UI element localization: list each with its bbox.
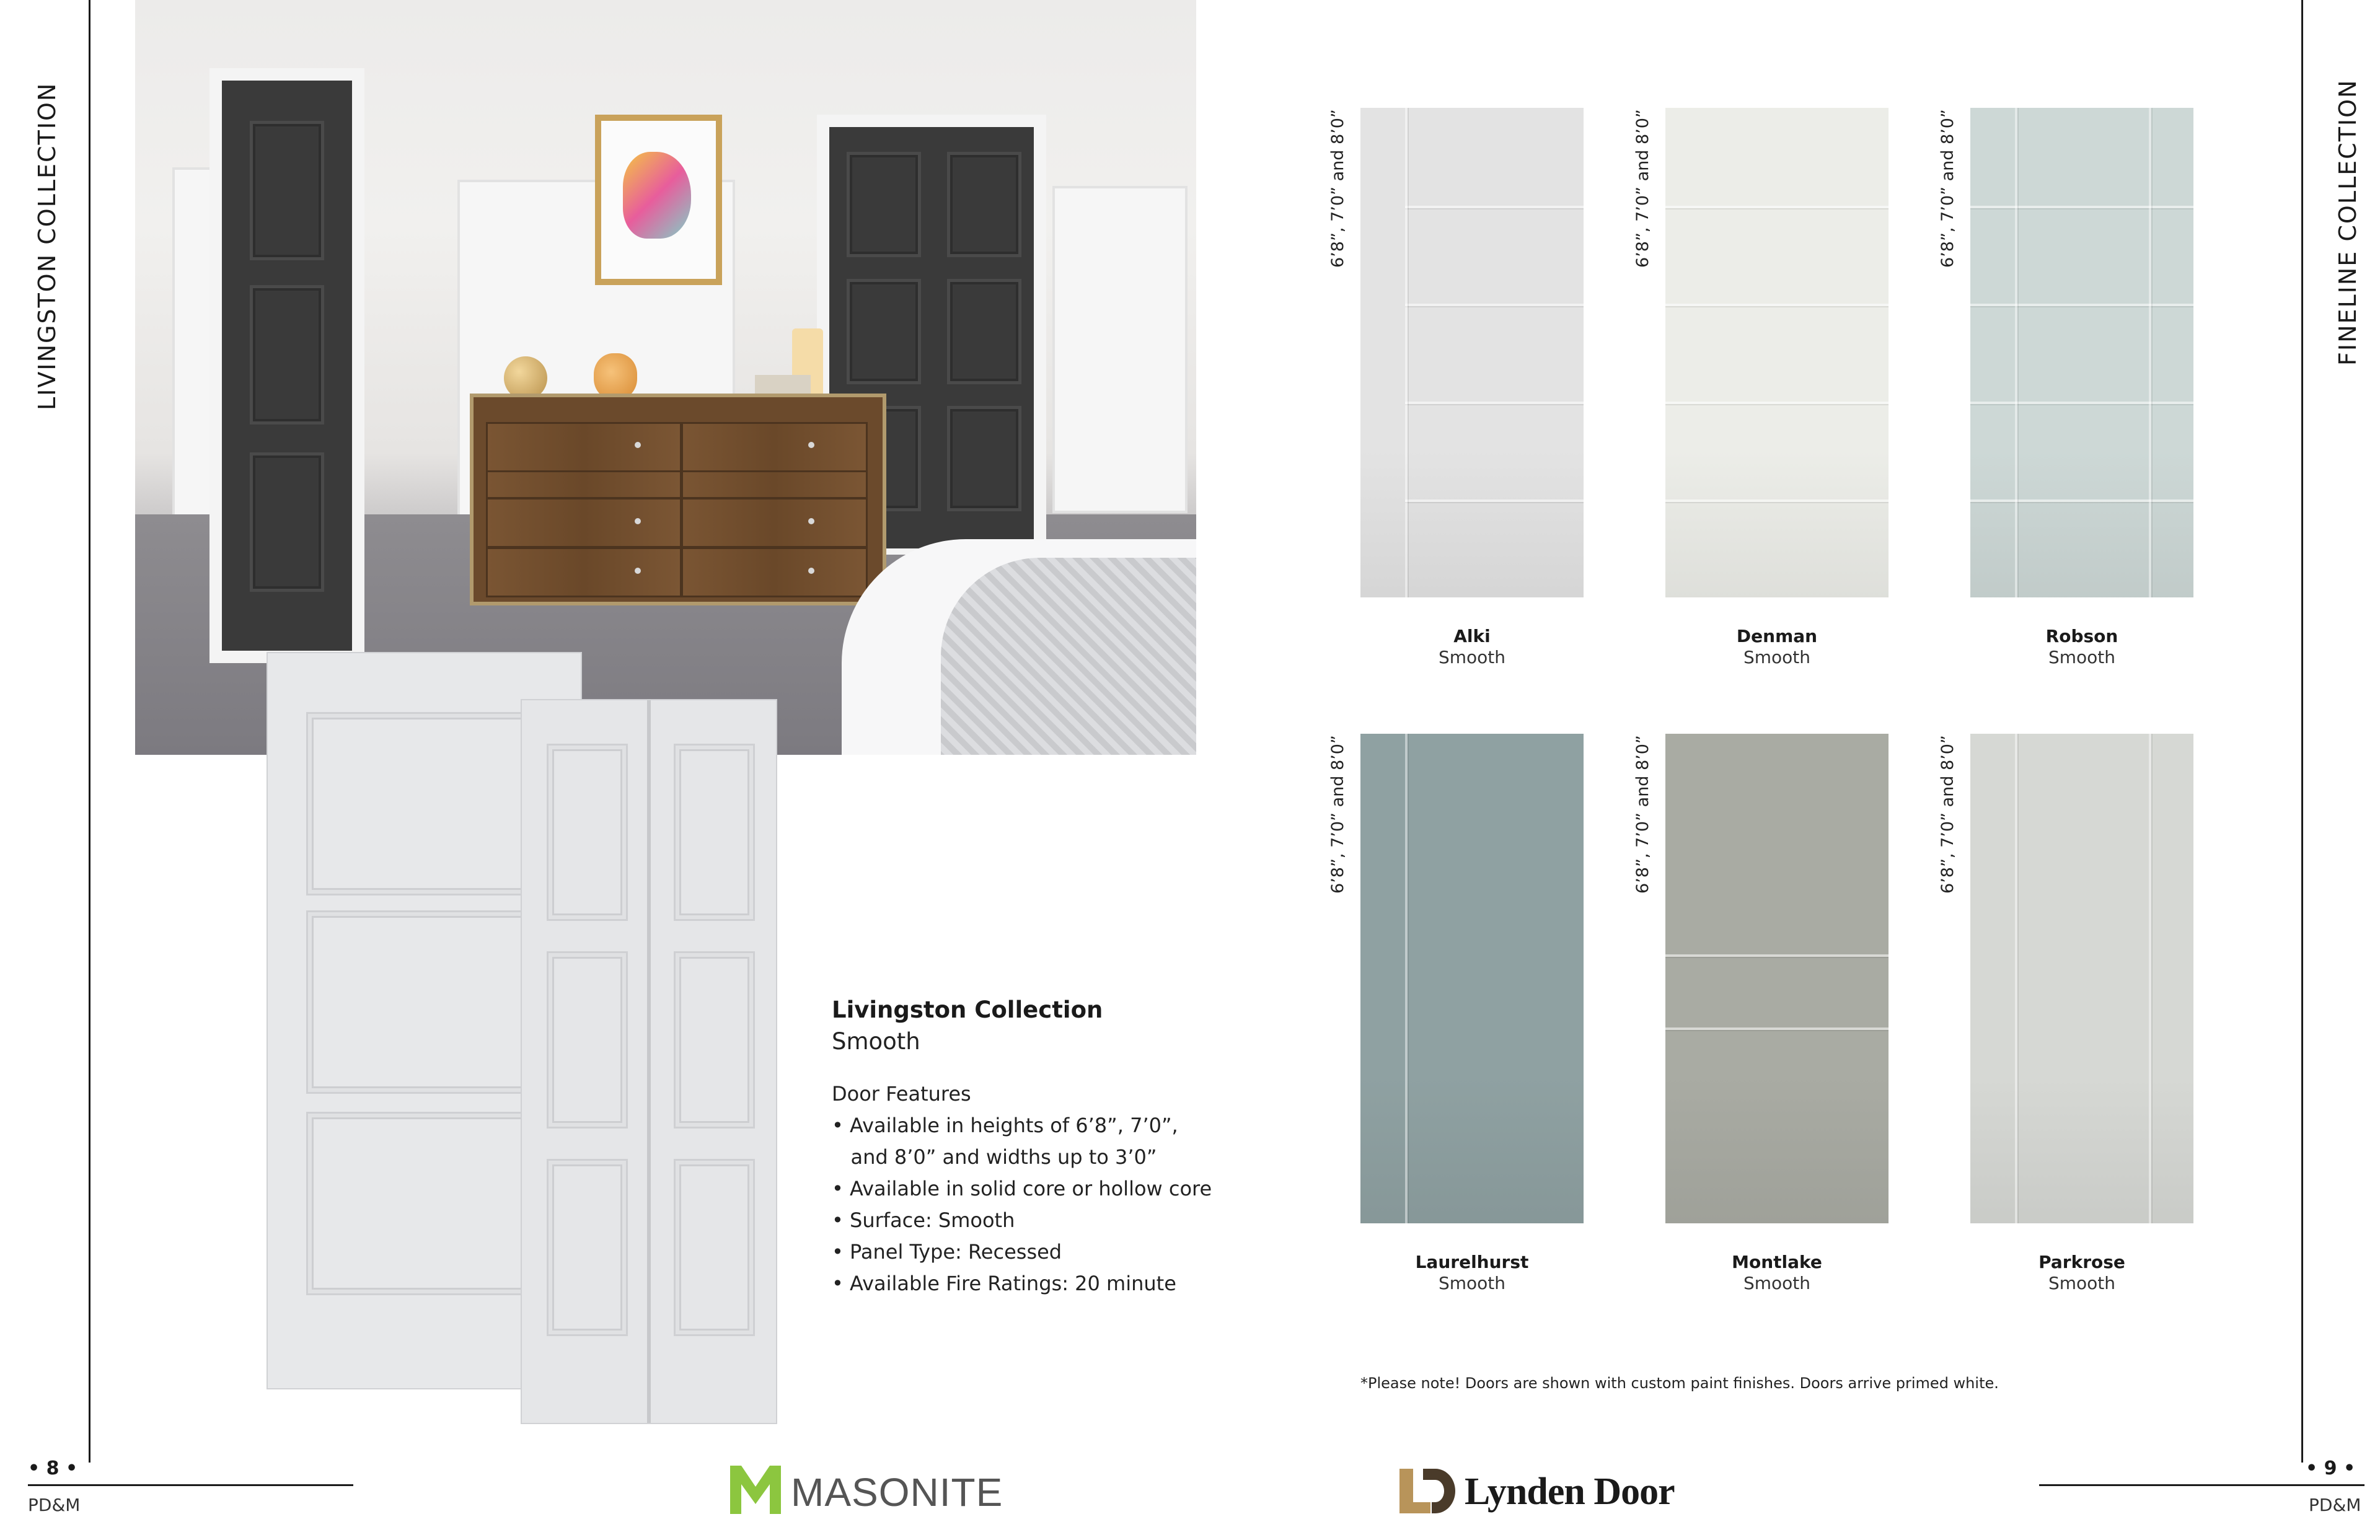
- door-swatch-montlake: [1665, 734, 1889, 1223]
- dark-single-door: [222, 81, 352, 651]
- drawer-knob: [635, 518, 641, 524]
- door-panel: [306, 712, 545, 895]
- feature-item: • Available in solid core or hollow core: [832, 1177, 1212, 1200]
- door-swatch-parkrose: [1970, 734, 2193, 1223]
- framed-artwork: [595, 115, 722, 285]
- door-panel: [847, 152, 921, 257]
- horizontal-groove: [1405, 206, 1584, 208]
- feature-item: • Available in heights of 6’8”, 7’0”,: [832, 1114, 1178, 1137]
- door-panel: [847, 279, 921, 384]
- left-vertical-title: LIVINGSTON COLLECTION: [33, 82, 61, 410]
- door-panel: [547, 744, 628, 921]
- horizontal-groove: [1665, 1027, 1889, 1030]
- lynden-door-logo: [1399, 1469, 1709, 1518]
- paint-finish-note: *Please note! Doors are shown with custom paint finishes. Doors arrive primed white.: [1360, 1375, 1999, 1392]
- dresser-drawer: [681, 422, 868, 472]
- dresser-drawer: [486, 547, 682, 597]
- left-margin-line: [89, 0, 90, 1463]
- door-name: Robson: [2045, 626, 2118, 646]
- door-finish: Smooth: [1743, 1273, 1811, 1293]
- dresser-drawer: [681, 547, 868, 597]
- lynden-mark-icon: [1399, 1469, 1455, 1513]
- bifold-seam: [647, 700, 651, 1423]
- features-heading: Door Features: [832, 1082, 971, 1106]
- door-finish: Smooth: [1743, 647, 1811, 667]
- horizontal-groove: [1665, 402, 1889, 404]
- door-size-label: 6’8”, 7’0” and 8’0”: [1938, 109, 1957, 268]
- right-footer-line: [2039, 1484, 2365, 1486]
- decor-vase: [594, 353, 637, 400]
- vertical-groove: [2015, 108, 2017, 597]
- left-footer-label: PD&M: [28, 1495, 81, 1515]
- door-panel: [947, 152, 1021, 257]
- horizontal-groove: [1405, 499, 1584, 502]
- door-swatch-laurelhurst: [1360, 734, 1584, 1223]
- horizontal-groove: [1405, 304, 1584, 306]
- right-vertical-title: FINELINE COLLECTION: [2334, 79, 2361, 366]
- dresser-drawer: [681, 470, 868, 499]
- left-footer-line: [28, 1484, 353, 1486]
- drawer-knob: [808, 442, 814, 448]
- vertical-groove: [2015, 734, 2017, 1223]
- feature-item: • Available Fire Ratings: 20 minute: [832, 1272, 1176, 1295]
- door-swatch-alki: [1360, 108, 1584, 597]
- vertical-groove: [1405, 734, 1408, 1223]
- product-finish: Smooth: [832, 1028, 920, 1055]
- masonite-logo: [730, 1466, 1003, 1515]
- horizontal-groove: [1970, 304, 2193, 306]
- bedroom-photo: [135, 0, 1196, 755]
- wood-dresser: [470, 394, 886, 605]
- masonite-mark-icon: [730, 1466, 781, 1514]
- dresser-drawer: [486, 422, 682, 472]
- masonite-wordmark: MASONITE: [791, 1470, 1003, 1515]
- horizontal-groove: [1665, 499, 1889, 502]
- feature-item: • Surface: Smooth: [832, 1208, 1015, 1232]
- dresser-drawer: [486, 498, 682, 548]
- door-panel: [947, 279, 1021, 384]
- product-title: Livingston Collection: [832, 997, 1103, 1023]
- lynden-wordmark: Lynden Door: [1465, 1471, 1675, 1513]
- door-name: Alki: [1453, 626, 1491, 646]
- door-panel: [250, 121, 324, 260]
- horizontal-groove: [1405, 402, 1584, 404]
- feature-item: • Panel Type: Recessed: [832, 1240, 1062, 1264]
- vertical-groove: [2149, 734, 2151, 1223]
- right-margin-line: [2301, 0, 2303, 1463]
- door-finish: Smooth: [1438, 1273, 1506, 1293]
- horizontal-groove: [1970, 402, 2193, 404]
- right-footer-label: PD&M: [2309, 1495, 2361, 1515]
- door-name: Parkrose: [2038, 1252, 2125, 1272]
- door-panel: [306, 1112, 545, 1295]
- feature-item: and 8’0” and widths up to 3’0”: [832, 1145, 1157, 1169]
- door-size-label: 6’8”, 7’0” and 8’0”: [1633, 109, 1652, 268]
- white-bifold-door: [521, 699, 777, 1424]
- left-page-number: • 8 •: [28, 1458, 78, 1479]
- door-panel: [547, 1159, 628, 1336]
- horizontal-groove: [1665, 304, 1889, 306]
- door-panel: [250, 452, 324, 592]
- door-panel: [947, 406, 1021, 511]
- door-panel: [674, 744, 755, 921]
- drawer-knob: [808, 518, 814, 524]
- door-panel: [547, 951, 628, 1129]
- door-swatch-robson: [1970, 108, 2193, 597]
- door-panel: [306, 910, 545, 1094]
- dresser-drawer: [681, 498, 868, 548]
- vertical-groove: [2149, 108, 2151, 597]
- door-size-label: 6’8”, 7’0” and 8’0”: [1328, 735, 1347, 894]
- door-swatch-denman: [1665, 108, 1889, 597]
- door-size-label: 6’8”, 7’0” and 8’0”: [1938, 735, 1957, 894]
- door-finish: Smooth: [1438, 647, 1506, 667]
- product-info: [832, 997, 1241, 1300]
- door-size-label: 6’8”, 7’0” and 8’0”: [1633, 735, 1652, 894]
- decor-books: [755, 375, 811, 394]
- door-name: Denman: [1736, 626, 1818, 646]
- drawer-knob: [635, 568, 641, 574]
- horizontal-groove: [1665, 954, 1889, 957]
- vertical-groove: [1405, 108, 1408, 597]
- horizontal-groove: [1970, 499, 2193, 502]
- door-finish: Smooth: [2048, 647, 2116, 667]
- wall-panel: [1052, 186, 1188, 513]
- door-panel: [674, 951, 755, 1129]
- door-finish: Smooth: [2048, 1273, 2116, 1293]
- door-panel: [674, 1159, 755, 1336]
- dresser-drawer: [486, 470, 682, 499]
- door-name: Laurelhurst: [1415, 1252, 1529, 1272]
- door-panel: [250, 285, 324, 425]
- horizontal-groove: [1665, 206, 1889, 208]
- drawer-knob: [635, 442, 641, 448]
- drawer-knob: [808, 568, 814, 574]
- door-size-label: 6’8”, 7’0” and 8’0”: [1328, 109, 1347, 268]
- door-name: Montlake: [1732, 1252, 1822, 1272]
- right-page-number: • 9 •: [2306, 1458, 2356, 1479]
- horizontal-groove: [1970, 206, 2193, 208]
- knit-throw: [941, 558, 1196, 755]
